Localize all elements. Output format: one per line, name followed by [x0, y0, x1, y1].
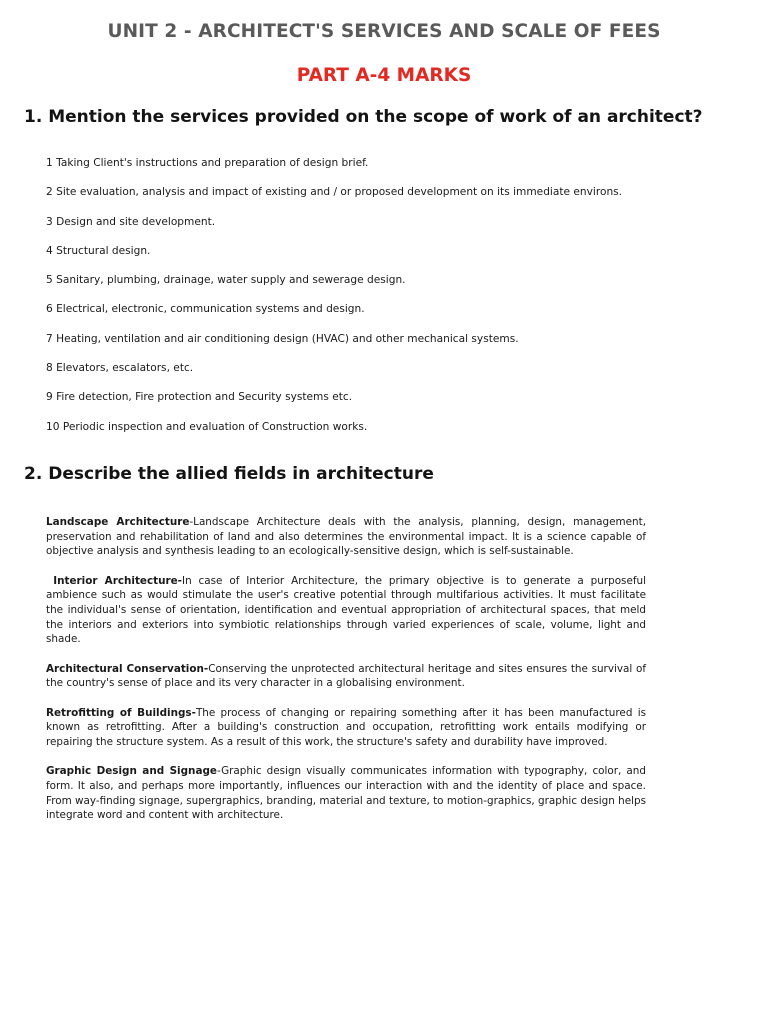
part-title: PART A-4 MARKS — [296, 65, 472, 86]
list-item: 7 Heating, ventilation and air conditioning design (HVAC) and other mechanical systems. — [46, 332, 519, 345]
field-term: Graphic Design and Signage — [46, 765, 217, 778]
list-item: 9 Fire detection, Fire protection and Security systems etc. — [46, 391, 353, 404]
field-architectural-conservation — [46, 662, 646, 691]
field-landscape-architecture — [46, 515, 646, 559]
list-item: 2 Site evaluation, analysis and impact of existing and / or proposed development on its immediate environs. — [46, 186, 623, 199]
services-list — [46, 156, 656, 449]
field-retrofitting — [46, 706, 646, 750]
field-term: Interior Architecture- — [46, 574, 182, 587]
list-item: 1 Taking Client's instructions and preparation of design brief. — [46, 157, 369, 169]
unit-title: UNIT 2 - ARCHITECT'S SERVICES AND SCALE OF FEES — [107, 21, 661, 42]
field-term: Retrofitting of Buildings- — [46, 706, 196, 719]
field-description: In case of Interior Architecture, the primary objective is to generate a purposeful ambience such as would stimulate the user's creative potential through multifarious activities. It must facilitate the individual's sense of orientation, identification and eventual appropriation of architectural spaces, that meld the interiors and exteriors into symbiotic relationships through varied experiences of scale, volume, light and shade. — [46, 574, 646, 646]
question-1-title: 1. Mention the services provided on the scope of work of an architect? — [24, 107, 703, 127]
field-description: The process of changing or repairing something after it has been manufactured is known as retrofitting. After a building's construction and occupation, retrofitting work entails modifying or repairing the structure system. As a result of this work, the structure's safety and durability have improved. — [46, 706, 646, 748]
field-term: Architectural Conservation- — [46, 662, 209, 675]
field-interior-architecture — [46, 574, 646, 648]
list-item: 10 Periodic inspection and evaluation of Construction works. — [46, 420, 368, 433]
field-graphic-design — [46, 764, 646, 823]
list-item: 6 Electrical, electronic, communication systems and design. — [46, 303, 365, 316]
list-item: 5 Sanitary, plumbing, drainage, water supply and sewerage design. — [46, 274, 406, 287]
list-item: 4 Structural design. — [46, 244, 151, 257]
allied-fields — [46, 515, 646, 837]
field-term: Landscape Architecture — [46, 516, 190, 528]
list-item: 3 Design and site development. — [46, 215, 216, 228]
field-description: -Graphic design visually communicates information with typography, color, and form. It also, and perhaps more importantly, influences our interaction with and the identity of place and space. From way-finding signage, supergraphics, branding, material and texture, to motion-graphics, graphic design helps integrate word and content with architecture. — [46, 765, 646, 822]
question-2-title: 2. Describe the allied fields in architecture — [24, 464, 434, 484]
field-description: Conserving the unprotected architectural heritage and sites ensures the survival of the country's sense of place and its very character in a globalising environment. — [46, 662, 646, 690]
field-description: -Landscape Architecture deals with the analysis, planning, design, management, preservation and rehabilitation of land and also determines the environmental impact. It is a science capable of objective analysis and synthesis leading to an ecologically-sensitive design, which is self-sustainable. — [46, 516, 646, 558]
list-item: 8 Elevators, escalators, etc. — [46, 362, 194, 375]
